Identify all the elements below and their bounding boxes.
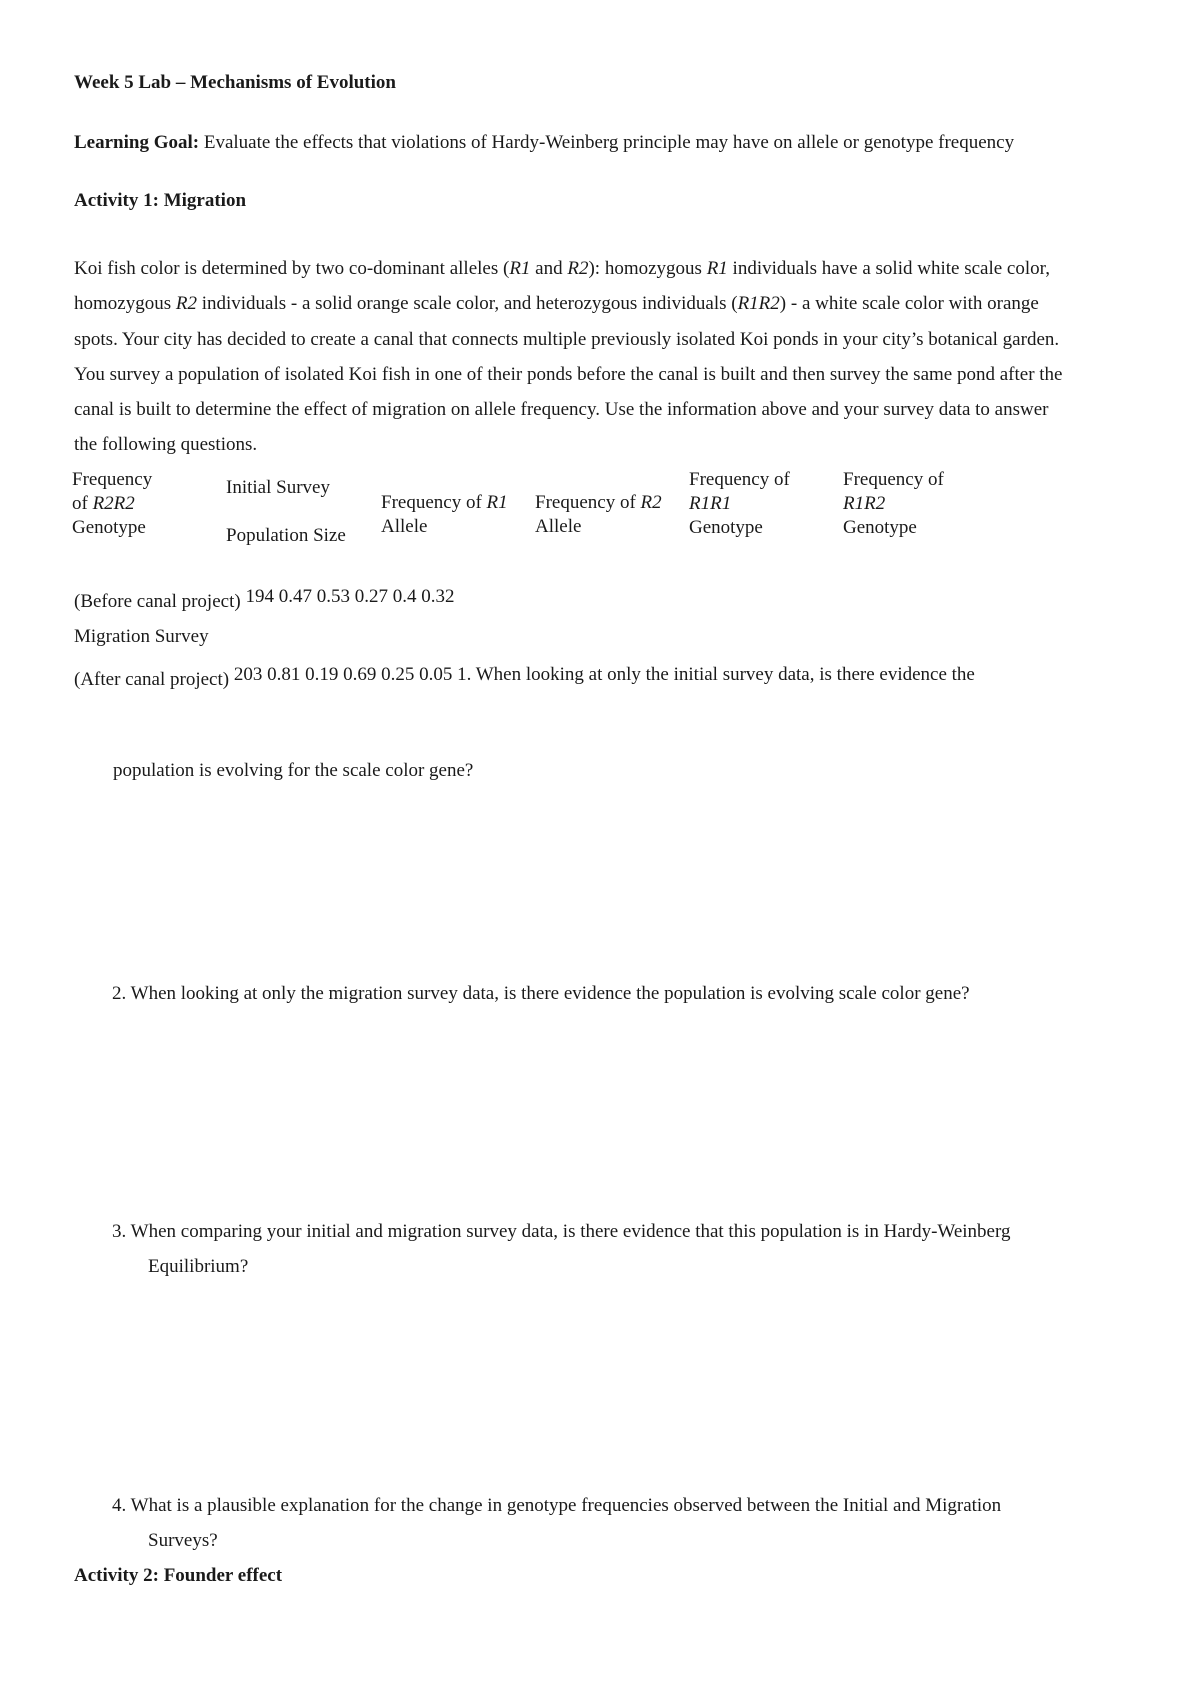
- question-3-line-1: 3. When comparing your initial and migration survey data, is there evidence that this population is in Hardy-Weinberg: [112, 1221, 1011, 1242]
- question-4-line-2: Surveys?: [148, 1530, 218, 1551]
- activity-2-heading: Activity 2: Founder effect: [74, 1565, 283, 1586]
- page-title: Week 5 Lab – Mechanisms of Evolution: [74, 72, 396, 93]
- initial-row: [74, 586, 455, 612]
- migration-survey-label: Migration Survey: [74, 626, 209, 647]
- learning-goal-label: Learning Goal:: [74, 132, 200, 153]
- initial-row-label: (Before canal project): [74, 591, 241, 612]
- intro-line: the following questions.: [74, 434, 258, 456]
- migration-row-label: (After canal project): [74, 669, 230, 690]
- header-freq-r1r1-genotype: Frequency of R1R1 Genotype: [689, 469, 790, 538]
- intro-paragraph: [74, 251, 1144, 463]
- intro-line: Koi fish color is determined by two co-dominant alleles (R1 and R2): homozygous R1 individuals have a solid white scale color,: [74, 258, 1050, 279]
- migration-row: [74, 664, 975, 690]
- header-freq-r2-allele: Frequency of R2 Allele: [535, 492, 662, 537]
- header-freq-r2r2-genotype: Frequency of R2R2 Genotype: [72, 469, 153, 538]
- learning-goal-text: Evaluate the effects that violations of Hardy-Weinberg principle may have on allele or genotype frequency: [199, 132, 1015, 153]
- learning-goal: [74, 132, 1014, 154]
- header-population-size: Population Size: [226, 525, 346, 546]
- migration-row-values: 203 0.81 0.19 0.69 0.25 0.05 1. When looking at only the initial survey data, is there evidence the: [233, 664, 975, 685]
- intro-line: homozygous R2 individuals - a solid orange scale color, and heterozygous individuals (R1R2) - a white scale color with orange: [74, 293, 1039, 315]
- question-3-line-2: Equilibrium?: [148, 1256, 249, 1277]
- intro-line: spots. Your city has decided to create a canal that connects multiple previously isolated Koi ponds in your city’s botanical garden.: [74, 328, 1060, 350]
- header-initial-survey: Initial Survey: [226, 477, 330, 498]
- question-2: 2. When looking at only the migration survey data, is there evidence the population is evolving scale color gene?: [112, 983, 970, 1004]
- intro-line: You survey a population of isolated Koi fish in one of their ponds before the canal is built and then survey the same pond after the: [74, 363, 1063, 385]
- initial-row-values: 194 0.47 0.53 0.27 0.4 0.32: [245, 586, 455, 607]
- header-freq-r1-allele: Frequency of R1 Allele: [381, 492, 508, 537]
- header-freq-r1r2-genotype: Frequency of R1R2 Genotype: [843, 469, 944, 538]
- question-1-continuation: population is evolving for the scale color gene?: [113, 760, 474, 781]
- intro-line: canal is built to determine the effect of migration on allele frequency. Use the information above and your survey data to answer: [74, 399, 1049, 421]
- activity-1-heading: Activity 1: Migration: [74, 190, 247, 211]
- question-4-line-1: 4. What is a plausible explanation for the change in genotype frequencies observed between the Initial and Migration: [112, 1495, 1002, 1516]
